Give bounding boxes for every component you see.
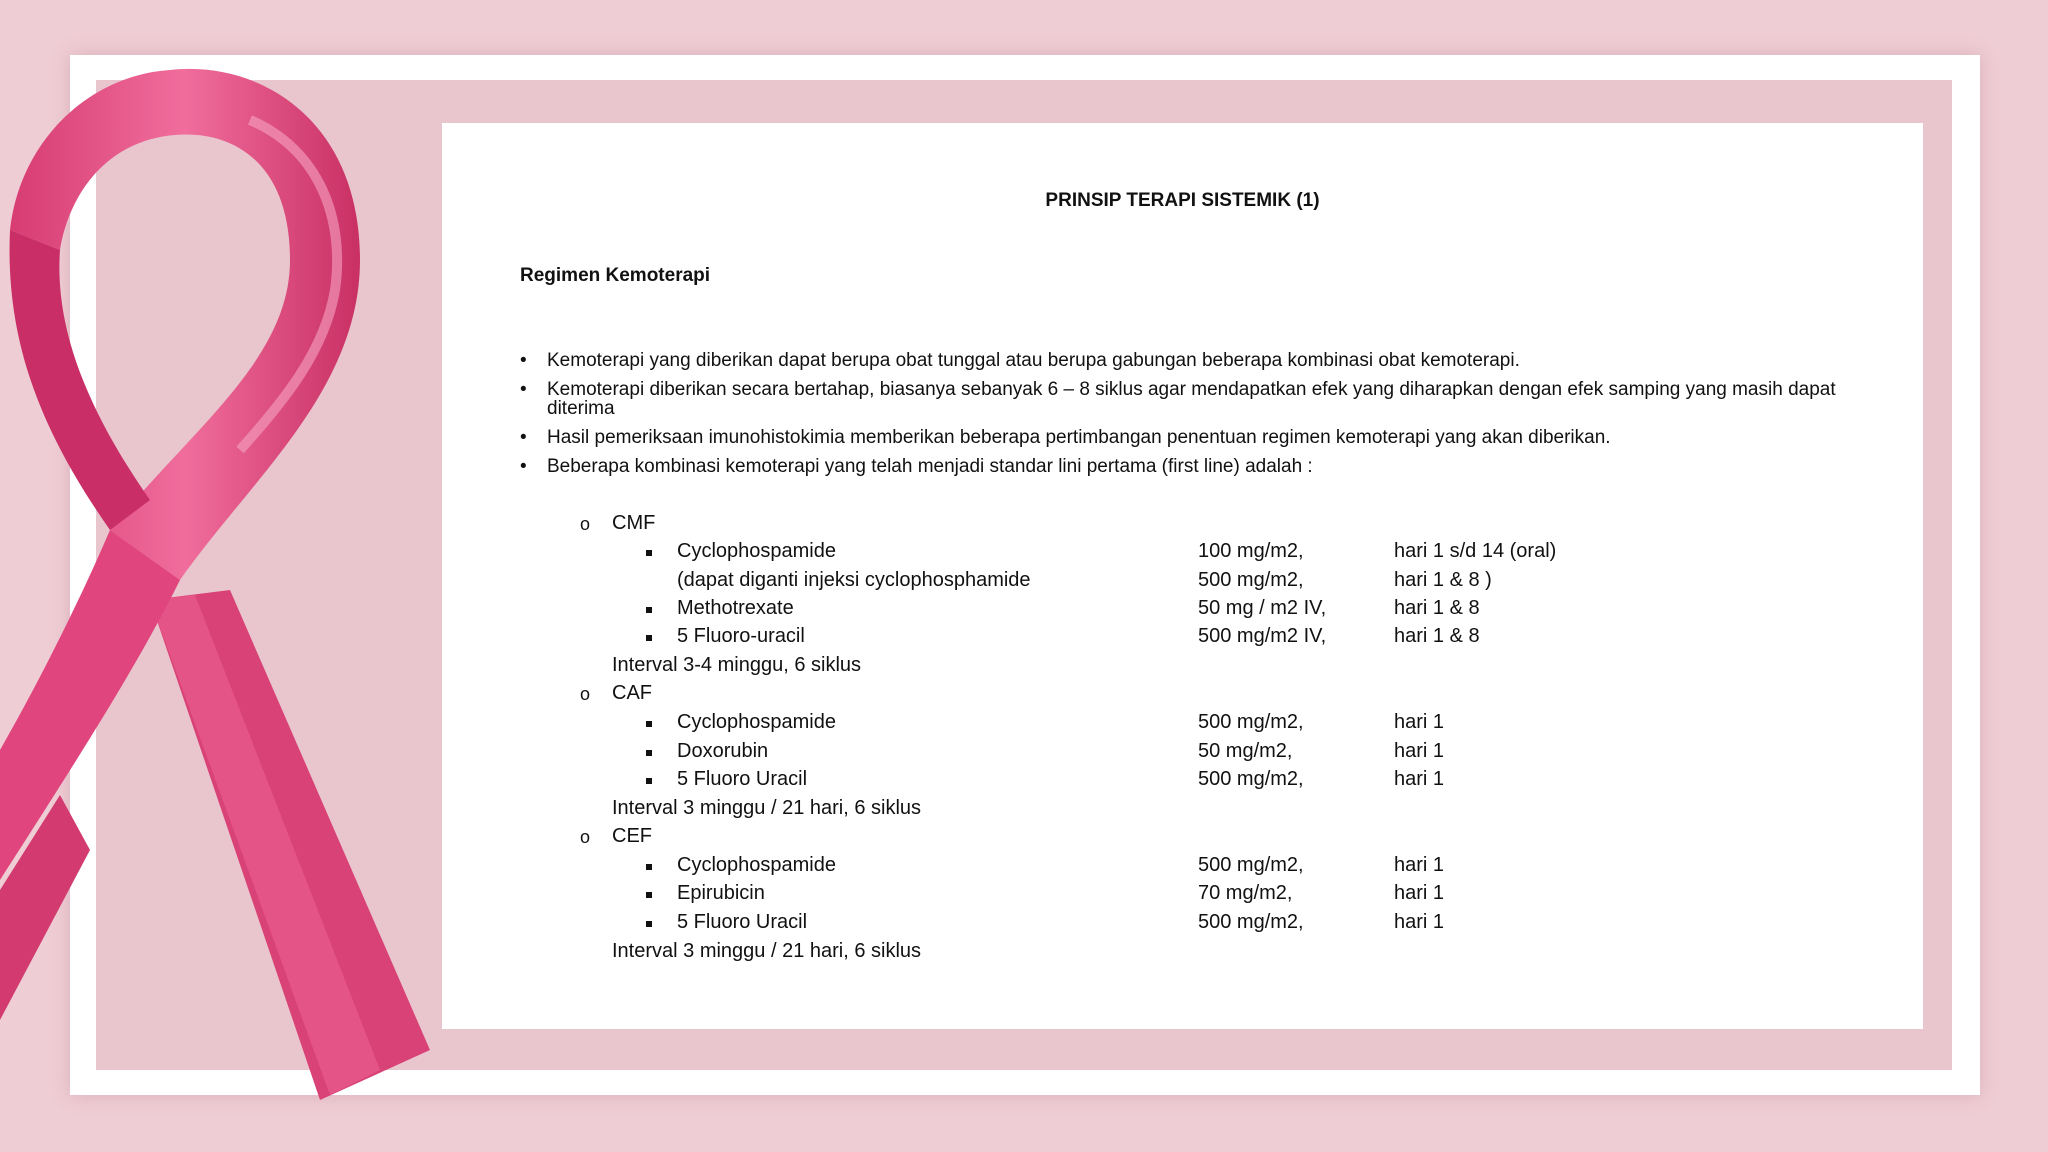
bullet-marker: •	[520, 456, 527, 477]
square-bullet	[646, 635, 652, 641]
square-bullet	[646, 921, 652, 927]
drug-name: (dapat diganti injeksi cyclophosphamide	[677, 569, 1031, 591]
drug-schedule: hari 1	[1394, 882, 1445, 904]
drug-name: Epirubicin	[677, 882, 765, 904]
regimen-interval: Interval 3 minggu / 21 hari, 6 siklus	[612, 797, 922, 819]
bullet-marker: •	[520, 379, 527, 400]
list-item-text: Beberapa kombinasi kemoterapi yang telah menjadi standar lini pertama (first line) adalah :	[547, 456, 1313, 477]
circle-bullet: o	[580, 514, 591, 534]
drug-schedule: hari 1	[1394, 740, 1445, 762]
drug-schedule: hari 1	[1394, 768, 1445, 790]
drug-dose: 500 mg/m2,	[1198, 569, 1304, 591]
pink-ribbon-icon	[0, 60, 460, 1152]
list-item-text: Kemoterapi yang diberikan dapat berupa obat tunggal atau berupa gabungan beberapa kombinasi obat kemoterapi.	[547, 350, 1520, 371]
drug-dose: 100 mg/m2,	[1198, 540, 1304, 562]
regimen-interval: Interval 3 minggu / 21 hari, 6 siklus	[612, 940, 922, 962]
drug-dose: 500 mg/m2,	[1198, 768, 1304, 790]
square-bullet	[646, 550, 652, 556]
drug-name: 5 Fluoro-uracil	[677, 625, 805, 647]
regimen-interval: Interval 3-4 minggu, 6 siklus	[612, 654, 862, 676]
regimen-name: CEF	[612, 825, 652, 847]
drug-name: 5 Fluoro Uracil	[677, 911, 808, 933]
square-bullet	[646, 721, 652, 727]
list-item-text: Kemoterapi diberikan secara bertahap, biasanya sebanyak 6 – 8 siklus agar mendapatkan efek yang diharapkan dengan efek samping yang masih dapat diterima	[547, 379, 1836, 419]
square-bullet	[646, 892, 652, 898]
regimen-name: CAF	[612, 682, 652, 704]
drug-schedule: hari 1 & 8	[1394, 597, 1480, 619]
drug-dose: 500 mg/m2 IV,	[1198, 625, 1327, 647]
regimen-name: CMF	[612, 512, 656, 534]
drug-name: Cyclophospamide	[677, 711, 836, 733]
list-item-text: Hasil pemeriksaan imunohistokimia memberikan beberapa pertimbangan penentuan regimen kemoterapi yang akan diberikan.	[547, 427, 1611, 448]
square-bullet	[646, 778, 652, 784]
circle-bullet: o	[580, 827, 591, 847]
square-bullet	[646, 607, 652, 613]
drug-dose: 500 mg/m2,	[1198, 711, 1304, 733]
page-title: PRINSIP TERAPI SISTEMIK (1)	[1045, 190, 1320, 211]
document-page	[442, 123, 1923, 1029]
drug-schedule: hari 1 & 8 )	[1394, 569, 1492, 591]
circle-bullet: o	[580, 684, 591, 704]
drug-dose: 500 mg/m2,	[1198, 911, 1304, 933]
drug-schedule: hari 1 & 8	[1394, 625, 1480, 647]
drug-dose: 500 mg/m2,	[1198, 854, 1304, 876]
drug-dose: 50 mg / m2 IV,	[1198, 597, 1327, 619]
drug-name: 5 Fluoro Uracil	[677, 768, 808, 790]
drug-name: Methotrexate	[677, 597, 794, 619]
bullet-marker: •	[520, 350, 527, 371]
drug-name: Cyclophospamide	[677, 854, 836, 876]
drug-dose: 50 mg/m2,	[1198, 740, 1293, 762]
square-bullet	[646, 750, 652, 756]
drug-schedule: hari 1	[1394, 711, 1445, 733]
drug-name: Cyclophospamide	[677, 540, 836, 562]
drug-schedule: hari 1 s/d 14 (oral)	[1394, 540, 1557, 562]
drug-name: Doxorubin	[677, 740, 769, 762]
section-heading: Regimen Kemoterapi	[520, 265, 711, 286]
square-bullet	[646, 864, 652, 870]
drug-schedule: hari 1	[1394, 854, 1445, 876]
drug-schedule: hari 1	[1394, 911, 1445, 933]
drug-dose: 70 mg/m2,	[1198, 882, 1293, 904]
bullet-marker: •	[520, 427, 527, 448]
